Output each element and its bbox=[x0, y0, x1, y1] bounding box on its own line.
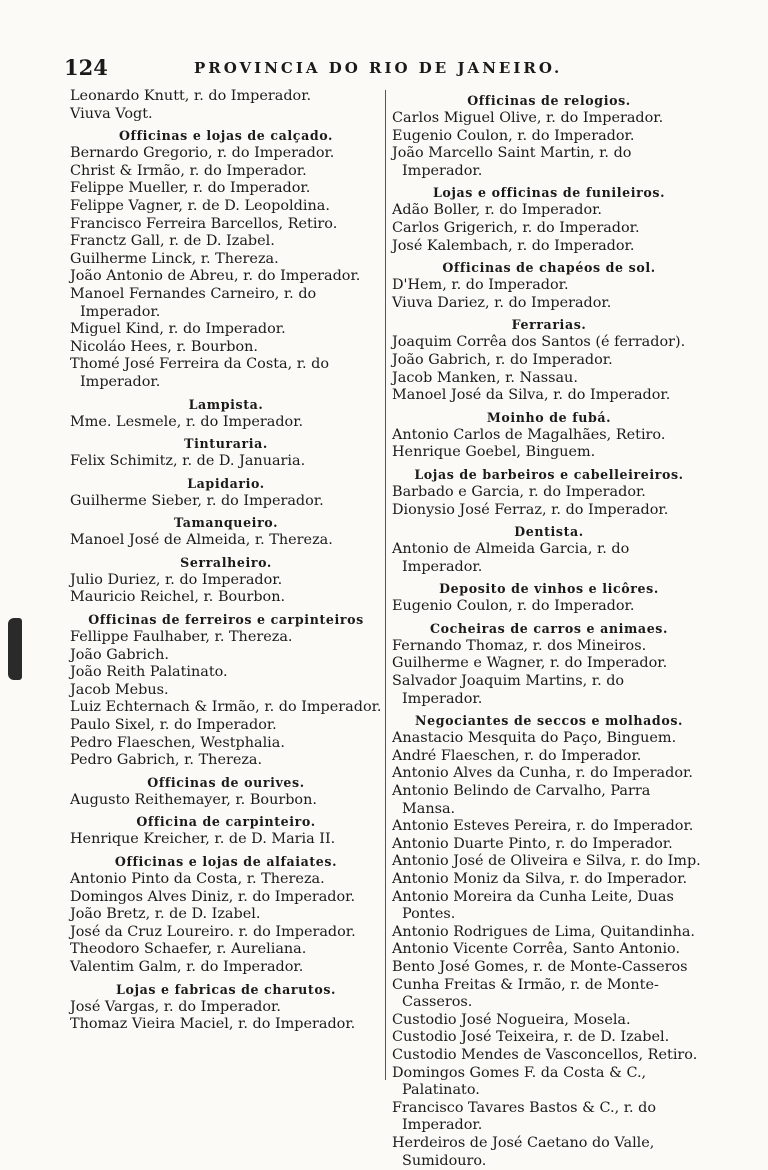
directory-section bbox=[70, 397, 382, 432]
directory-entry: Augusto Reithemayer, r. Bourbon. bbox=[70, 791, 317, 808]
directory-entry: Julio Duriez, r. do Imperador. bbox=[70, 571, 283, 588]
page-header bbox=[64, 55, 704, 85]
directory-entry: Henrique Goebel, Binguem. bbox=[392, 444, 596, 461]
directory-section bbox=[392, 713, 706, 1170]
directory-entry: Domingos Gomes F. da Costa & C., Palatinato. bbox=[392, 1064, 647, 1099]
directory-entry: Domingos Alves Diniz, r. do Imperador. bbox=[70, 888, 356, 905]
directory-entry: Dionysio José Ferraz, r. do Imperador. bbox=[392, 501, 669, 518]
directory-entry: Viuva Vogt. bbox=[70, 105, 153, 122]
directory-entry: Antonio Esteves Pereira, r. do Imperador. bbox=[392, 818, 694, 835]
directory-section bbox=[70, 515, 382, 550]
directory-entry: Guilherme Sieber, r. do Imperador. bbox=[70, 492, 324, 509]
directory-entry: Antonio José de Oliveira e Silva, r. do Imp. bbox=[392, 853, 701, 870]
directory-entry: Barbado e Garcia, r. do Imperador. bbox=[392, 483, 646, 500]
directory-entry: Thomaz Vieira Maciel, r. do Imperador. bbox=[70, 1016, 356, 1033]
column-divider bbox=[385, 90, 386, 1080]
section-heading: Officinas de relogios. bbox=[467, 93, 631, 108]
directory-section bbox=[392, 621, 706, 708]
directory-section bbox=[70, 775, 382, 810]
directory-entry: Fernando Thomaz, r. dos Mineiros. bbox=[392, 637, 647, 654]
directory-entry: Antonio Pinto da Costa, r. Thereza. bbox=[70, 871, 325, 887]
directory-entry: Thomé José Ferreira da Costa, r. do Imperador. bbox=[70, 356, 330, 390]
directory-entry: Felippe Mueller, r. do Imperador. bbox=[70, 180, 311, 197]
directory-entry: Leonardo Knutt, r. do Imperador. bbox=[70, 88, 312, 104]
section-heading: Serralheiro. bbox=[180, 554, 272, 570]
section-heading: Officinas de ferreiros e carpinteiros bbox=[88, 612, 364, 628]
directory-entry: Antonio Belindo de Carvalho, Parra Mansa. bbox=[392, 783, 651, 817]
directory-entry: João Gabrich. bbox=[70, 646, 169, 663]
section-heading: Moinho de fubá. bbox=[486, 409, 612, 425]
directory-entry: Jacob Mebus. bbox=[70, 681, 169, 698]
directory-entry: Antonio Moreira da Cunha Leite, Duas Pontes. bbox=[392, 888, 674, 923]
directory-entry: Valentim Galm, r. do Imperador. bbox=[70, 958, 304, 975]
directory-entry: Bento José Gomes, r. de Monte-Casseros bbox=[392, 958, 688, 975]
directory-entry: Viuva Dariez, r. do Imperador. bbox=[392, 294, 612, 311]
section-heading: Lojas e fabricas de charutos. bbox=[115, 981, 337, 997]
section-heading: Officina de carpinteiro. bbox=[136, 814, 316, 830]
directory-section bbox=[70, 612, 382, 770]
directory-section bbox=[392, 581, 706, 616]
directory-entry: Pedro Flaeschen, Westphalia. bbox=[70, 734, 285, 751]
directory-section bbox=[392, 260, 706, 312]
directory-entry: Antonio Moniz da Silva, r. do Imperador. bbox=[392, 871, 688, 887]
directory-entry: Manoel José de Almeida, r. Thereza. bbox=[70, 532, 333, 549]
directory-section bbox=[70, 854, 382, 977]
section-heading: Ferrarias. bbox=[511, 317, 587, 333]
directory-entry: Manoel Fernandes Carneiro, r. do Imperador. bbox=[70, 285, 317, 320]
directory-section bbox=[392, 524, 706, 576]
directory-entry: João Reith Palatinato. bbox=[70, 664, 228, 681]
directory-section bbox=[70, 814, 382, 849]
section-heading: Officinas de chapéos de sol. bbox=[442, 260, 656, 276]
directory-entry: João Bretz, r. de D. Izabel. bbox=[70, 906, 261, 923]
directory-entry: Paulo Sixel, r. do Imperador. bbox=[70, 717, 277, 734]
directory-entry: Franctz Gall, r. de D. Izabel. bbox=[70, 233, 275, 250]
directory-entry: Manoel José da Silva, r. do Imperador. bbox=[392, 387, 671, 404]
section-heading: Officinas e lojas de alfaiates. bbox=[114, 854, 338, 869]
directory-entry: Eugenio Coulon, r. do Imperador. bbox=[392, 127, 635, 144]
directory-entry: Francisco Ferreira Barcellos, Retiro. bbox=[70, 215, 338, 232]
section-heading: Negociantes de seccos e molhados. bbox=[414, 713, 684, 729]
directory-entry: Luiz Echternach & Irmão, r. do Imperador. bbox=[70, 699, 382, 716]
section-heading: Lapidario. bbox=[187, 475, 265, 491]
directory-section bbox=[392, 185, 706, 255]
directory-section bbox=[392, 317, 706, 404]
directory-entry: José da Cruz Loureiro. r. do Imperador. bbox=[70, 923, 356, 940]
directory-entry: Pedro Gabrich, r. Thereza. bbox=[70, 752, 263, 769]
binding-mark bbox=[8, 618, 22, 680]
directory-entry: Francisco Tavares Bastos & C., r. do Imperador. bbox=[392, 1099, 657, 1134]
directory-entry: Antonio Rodrigues de Lima, Quitandinha. bbox=[392, 923, 696, 940]
directory-entry: José Kalembach, r. do Imperador. bbox=[392, 237, 635, 254]
directory-entry: João Gabrich, r. do Imperador. bbox=[392, 351, 613, 368]
running-title: PROVINCIA DO RIO DE JANEIRO. bbox=[194, 59, 563, 77]
directory-entry: Nicoláo Hees, r. Bourbon. bbox=[70, 338, 259, 355]
directory-entry: Jacob Manken, r. Nassau. bbox=[392, 369, 578, 386]
directory-entry: Cunha Freitas & Irmão, r. de Monte-Casseros. bbox=[392, 976, 659, 1011]
directory-entry: Carlos Grigerich, r. do Imperador. bbox=[392, 219, 640, 236]
section-heading: Officinas de ourives. bbox=[147, 774, 305, 790]
right-column bbox=[392, 88, 706, 1170]
directory-entry: João Marcello Saint Martin, r. do Imperador. bbox=[392, 145, 632, 179]
directory-section bbox=[70, 436, 382, 471]
directory-entry: Bernardo Gregorio, r. do Imperador. bbox=[70, 145, 335, 162]
directory-entry: Salvador Joaquim Martins, r. do Imperador. bbox=[392, 673, 625, 707]
directory-section bbox=[70, 555, 382, 607]
section-heading: Dentista. bbox=[514, 524, 584, 540]
directory-section bbox=[70, 88, 382, 123]
directory-entry: Antonio de Almeida Garcia, r. do Imperador. bbox=[392, 541, 630, 575]
directory-entry: Mme. Lesmele, r. do Imperador. bbox=[70, 413, 304, 430]
directory-section bbox=[392, 410, 706, 462]
section-heading: Tamanqueiro. bbox=[173, 515, 279, 531]
directory-section bbox=[70, 476, 382, 511]
page-number: 124 bbox=[64, 55, 108, 80]
directory-section bbox=[392, 93, 706, 180]
section-heading: Cocheiras de carros e animaes. bbox=[430, 620, 668, 636]
directory-entry: D'Hem, r. do Imperador. bbox=[392, 277, 569, 294]
directory-entry: Antonio Vicente Corrêa, Santo Antonio. bbox=[392, 941, 681, 958]
directory-entry: Herdeiros de José Caetano do Valle, Sumidouro. bbox=[392, 1134, 655, 1169]
directory-entry: Christ & Irmão, r. do Imperador. bbox=[70, 162, 307, 179]
directory-entry: Adão Boller, r. do Imperador. bbox=[392, 202, 602, 219]
directory-entry: Fellippe Faulhaber, r. Thereza. bbox=[70, 629, 293, 646]
directory-entry: Theodoro Schaefer, r. Aureliana. bbox=[70, 941, 307, 958]
section-heading: Officinas e lojas de calçado. bbox=[118, 128, 334, 144]
directory-entry: Anastacio Mesquita do Paço, Binguem. bbox=[392, 730, 677, 747]
directory-entry: Antonio Alves da Cunha, r. do Imperador. bbox=[392, 765, 693, 782]
directory-entry: Felix Schimitz, r. de D. Januaria. bbox=[70, 453, 306, 470]
directory-entry: Henrique Kreicher, r. de D. Maria II. bbox=[70, 831, 336, 848]
directory-entry: João Antonio de Abreu, r. do Imperador. bbox=[70, 268, 361, 285]
directory-entry: Carlos Miguel Olive, r. do Imperador. bbox=[392, 110, 664, 126]
section-heading: Lojas de barbeiros e cabelleireiros. bbox=[414, 466, 684, 482]
section-heading: Lojas e officinas de funileiros. bbox=[432, 185, 666, 201]
left-column bbox=[70, 88, 382, 1034]
directory-entry: Miguel Kind, r. do Imperador. bbox=[70, 321, 286, 338]
directory-entry: Guilherme Linck, r. Thereza. bbox=[70, 250, 279, 267]
directory-entry: Antonio Carlos de Magalhães, Retiro. bbox=[392, 426, 666, 443]
directory-entry: José Vargas, r. do Imperador. bbox=[70, 998, 281, 1015]
directory-entry: Guilherme e Wagner, r. do Imperador. bbox=[392, 655, 668, 672]
directory-section bbox=[392, 467, 706, 519]
directory-entry: Felippe Vagner, r. de D. Leopoldina. bbox=[70, 197, 330, 214]
directory-entry: André Flaeschen, r. do Imperador. bbox=[392, 747, 642, 764]
directory-entry: Eugenio Coulon, r. do Imperador. bbox=[392, 598, 635, 615]
directory-section bbox=[70, 982, 382, 1034]
directory-entry: Mauricio Reichel, r. Bourbon. bbox=[70, 589, 286, 606]
directory-entry: Joaquim Corrêa dos Santos (é ferrador). bbox=[392, 334, 686, 351]
directory-entry: Antonio Duarte Pinto, r. do Imperador. bbox=[392, 835, 673, 852]
directory-entry: Custodio José Nogueira, Mosela. bbox=[392, 1011, 631, 1028]
section-heading: Tinturaria. bbox=[184, 436, 268, 452]
section-heading: Deposito de vinhos e licôres. bbox=[439, 581, 659, 597]
directory-entry: Custodio Mendes de Vasconcellos, Retiro. bbox=[392, 1046, 698, 1063]
section-heading: Lampista. bbox=[188, 396, 264, 412]
directory-section bbox=[70, 128, 382, 391]
directory-entry: Custodio José Teixeira, r. de D. Izabel. bbox=[392, 1029, 670, 1046]
